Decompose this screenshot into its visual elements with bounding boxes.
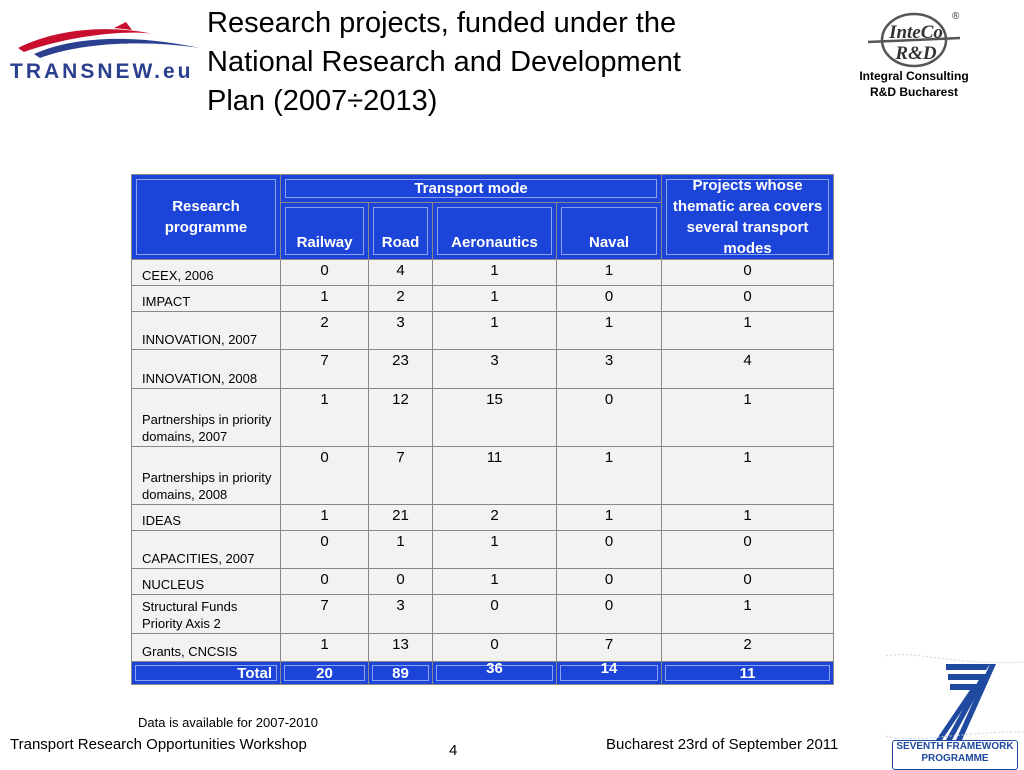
railway-cell: 1 bbox=[281, 389, 369, 447]
railway-cell: 1 bbox=[281, 634, 369, 662]
fp7-badge-line2: PROGRAMME bbox=[921, 753, 989, 764]
road-cell: 4 bbox=[369, 260, 433, 286]
org-line-2: R&D Bucharest bbox=[869, 85, 959, 99]
road-cell: 2 bbox=[369, 286, 433, 312]
multi-mode-cell: 0 bbox=[662, 286, 834, 312]
footer-date: Bucharest 23rd of September 2011 bbox=[606, 736, 839, 753]
page-number: 4 bbox=[449, 742, 458, 759]
aeronautics-cell: 1 bbox=[433, 260, 557, 286]
table-row bbox=[132, 505, 834, 531]
road-cell: 1 bbox=[369, 531, 433, 569]
naval-cell: 1 bbox=[557, 260, 662, 286]
header-naval: Naval bbox=[557, 202, 662, 259]
table-body bbox=[132, 260, 834, 685]
road-cell: 12 bbox=[369, 389, 433, 447]
road-cell: 3 bbox=[369, 312, 433, 350]
programme-cell: INNOVATION, 2007 bbox=[132, 312, 281, 350]
railway-cell: 2 bbox=[281, 312, 369, 350]
aeronautics-cell: 15 bbox=[433, 389, 557, 447]
fp7-logo bbox=[886, 652, 1024, 768]
inteco-mark-line1: InteCo bbox=[889, 22, 943, 43]
programme-cell: IMPACT bbox=[132, 286, 281, 312]
aeronautics-cell: 2 bbox=[433, 505, 557, 531]
aeronautics-cell: 0 bbox=[433, 634, 557, 662]
table-row bbox=[132, 312, 834, 350]
page-title bbox=[207, 4, 807, 121]
multi-mode-cell: 1 bbox=[662, 447, 834, 505]
table-row bbox=[132, 350, 834, 389]
inteco-mark-icon bbox=[864, 8, 964, 70]
table-row bbox=[132, 531, 834, 569]
title-line-2: National Research and Development bbox=[207, 46, 681, 78]
aeronautics-cell: 11 bbox=[433, 447, 557, 505]
railway-cell: 1 bbox=[281, 286, 369, 312]
table-row bbox=[132, 260, 834, 286]
total-label: Total bbox=[132, 662, 281, 685]
title-line-1: Research projects, funded under the bbox=[207, 7, 677, 39]
railway-cell: 0 bbox=[281, 569, 369, 595]
programme-cell: CAPACITIES, 2007 bbox=[132, 531, 281, 569]
multi-mode-cell: 0 bbox=[662, 260, 834, 286]
total-multi-mode: 11 bbox=[662, 662, 834, 685]
header-research-programme: Research programme bbox=[132, 175, 281, 260]
fp7-badge-line1: SEVENTH FRAMEWORK bbox=[896, 741, 1014, 752]
aeronautics-cell: 1 bbox=[433, 312, 557, 350]
data-note: Data is available for 2007-2010 bbox=[138, 715, 318, 730]
naval-cell: 0 bbox=[557, 286, 662, 312]
projects-table bbox=[131, 174, 834, 685]
table-row bbox=[132, 286, 834, 312]
inteco-mark-line2: R&D bbox=[895, 43, 937, 64]
railway-cell: 7 bbox=[281, 595, 369, 634]
table-row bbox=[132, 595, 834, 634]
programme-cell: CEEX, 2006 bbox=[132, 260, 281, 286]
transnew-logo bbox=[6, 20, 202, 82]
multi-mode-cell: 0 bbox=[662, 569, 834, 595]
inteco-logo bbox=[836, 8, 996, 108]
naval-cell: 0 bbox=[557, 531, 662, 569]
registered-mark: ® bbox=[952, 11, 960, 22]
road-cell: 13 bbox=[369, 634, 433, 662]
naval-cell: 0 bbox=[557, 595, 662, 634]
aeronautics-cell: 3 bbox=[433, 350, 557, 389]
naval-cell: 3 bbox=[557, 350, 662, 389]
naval-cell: 1 bbox=[557, 312, 662, 350]
multi-mode-cell: 1 bbox=[662, 505, 834, 531]
railway-cell: 0 bbox=[281, 531, 369, 569]
footer-workshop: Transport Research Opportunities Workshop bbox=[10, 736, 307, 753]
fp7-badge bbox=[892, 740, 1018, 770]
programme-cell: Structural Funds Priority Axis 2 bbox=[132, 595, 281, 634]
railway-cell: 7 bbox=[281, 350, 369, 389]
aeronautics-cell: 0 bbox=[433, 595, 557, 634]
multi-mode-cell: 1 bbox=[662, 312, 834, 350]
table-row bbox=[132, 389, 834, 447]
header-road: Road bbox=[369, 202, 433, 259]
railway-cell: 1 bbox=[281, 505, 369, 531]
transnew-wordmark: TRANSNEW.eu bbox=[10, 60, 194, 83]
road-cell: 7 bbox=[369, 447, 433, 505]
naval-cell: 0 bbox=[557, 389, 662, 447]
railway-cell: 0 bbox=[281, 447, 369, 505]
inteco-org-name bbox=[836, 68, 992, 100]
table-row bbox=[132, 569, 834, 595]
multi-mode-cell: 1 bbox=[662, 389, 834, 447]
programme-cell: NUCLEUS bbox=[132, 569, 281, 595]
total-railway: 20 bbox=[281, 662, 369, 685]
naval-cell: 7 bbox=[557, 634, 662, 662]
multi-mode-cell: 2 bbox=[662, 634, 834, 662]
aeronautics-cell: 1 bbox=[433, 569, 557, 595]
railway-cell: 0 bbox=[281, 260, 369, 286]
multi-mode-cell: 0 bbox=[662, 531, 834, 569]
road-cell: 21 bbox=[369, 505, 433, 531]
table-row bbox=[132, 634, 834, 662]
header-multi-mode: Projects whose thematic area covers several transport modes bbox=[662, 175, 834, 260]
aeronautics-cell: 1 bbox=[433, 531, 557, 569]
naval-cell: 1 bbox=[557, 447, 662, 505]
table-row bbox=[132, 447, 834, 505]
programme-cell: INNOVATION, 2008 bbox=[132, 350, 281, 389]
naval-cell: 1 bbox=[557, 505, 662, 531]
naval-cell: 0 bbox=[557, 569, 662, 595]
programme-cell: IDEAS bbox=[132, 505, 281, 531]
programme-cell: Grants, CNCSIS bbox=[132, 634, 281, 662]
total-road: 89 bbox=[369, 662, 433, 685]
total-row bbox=[132, 662, 834, 685]
title-line-3: Plan (2007÷2013) bbox=[207, 85, 438, 117]
header-transport-mode: Transport mode bbox=[281, 175, 662, 203]
multi-mode-cell: 1 bbox=[662, 595, 834, 634]
total-naval: 14 bbox=[557, 662, 662, 685]
header-aeronautics: Aeronautics bbox=[433, 202, 557, 259]
road-cell: 0 bbox=[369, 569, 433, 595]
header-railway: Railway bbox=[281, 202, 369, 259]
aeronautics-cell: 1 bbox=[433, 286, 557, 312]
fp7-seven-icon bbox=[886, 652, 1024, 744]
total-aeronautics: 36 bbox=[433, 662, 557, 685]
road-cell: 3 bbox=[369, 595, 433, 634]
programme-cell: Partnerships in priority domains, 2008 bbox=[132, 447, 281, 505]
org-line-1: Integral Consulting bbox=[859, 69, 969, 83]
programme-cell: Partnerships in priority domains, 2007 bbox=[132, 389, 281, 447]
multi-mode-cell: 4 bbox=[662, 350, 834, 389]
transnew-swoosh-icon bbox=[14, 20, 204, 60]
road-cell: 23 bbox=[369, 350, 433, 389]
